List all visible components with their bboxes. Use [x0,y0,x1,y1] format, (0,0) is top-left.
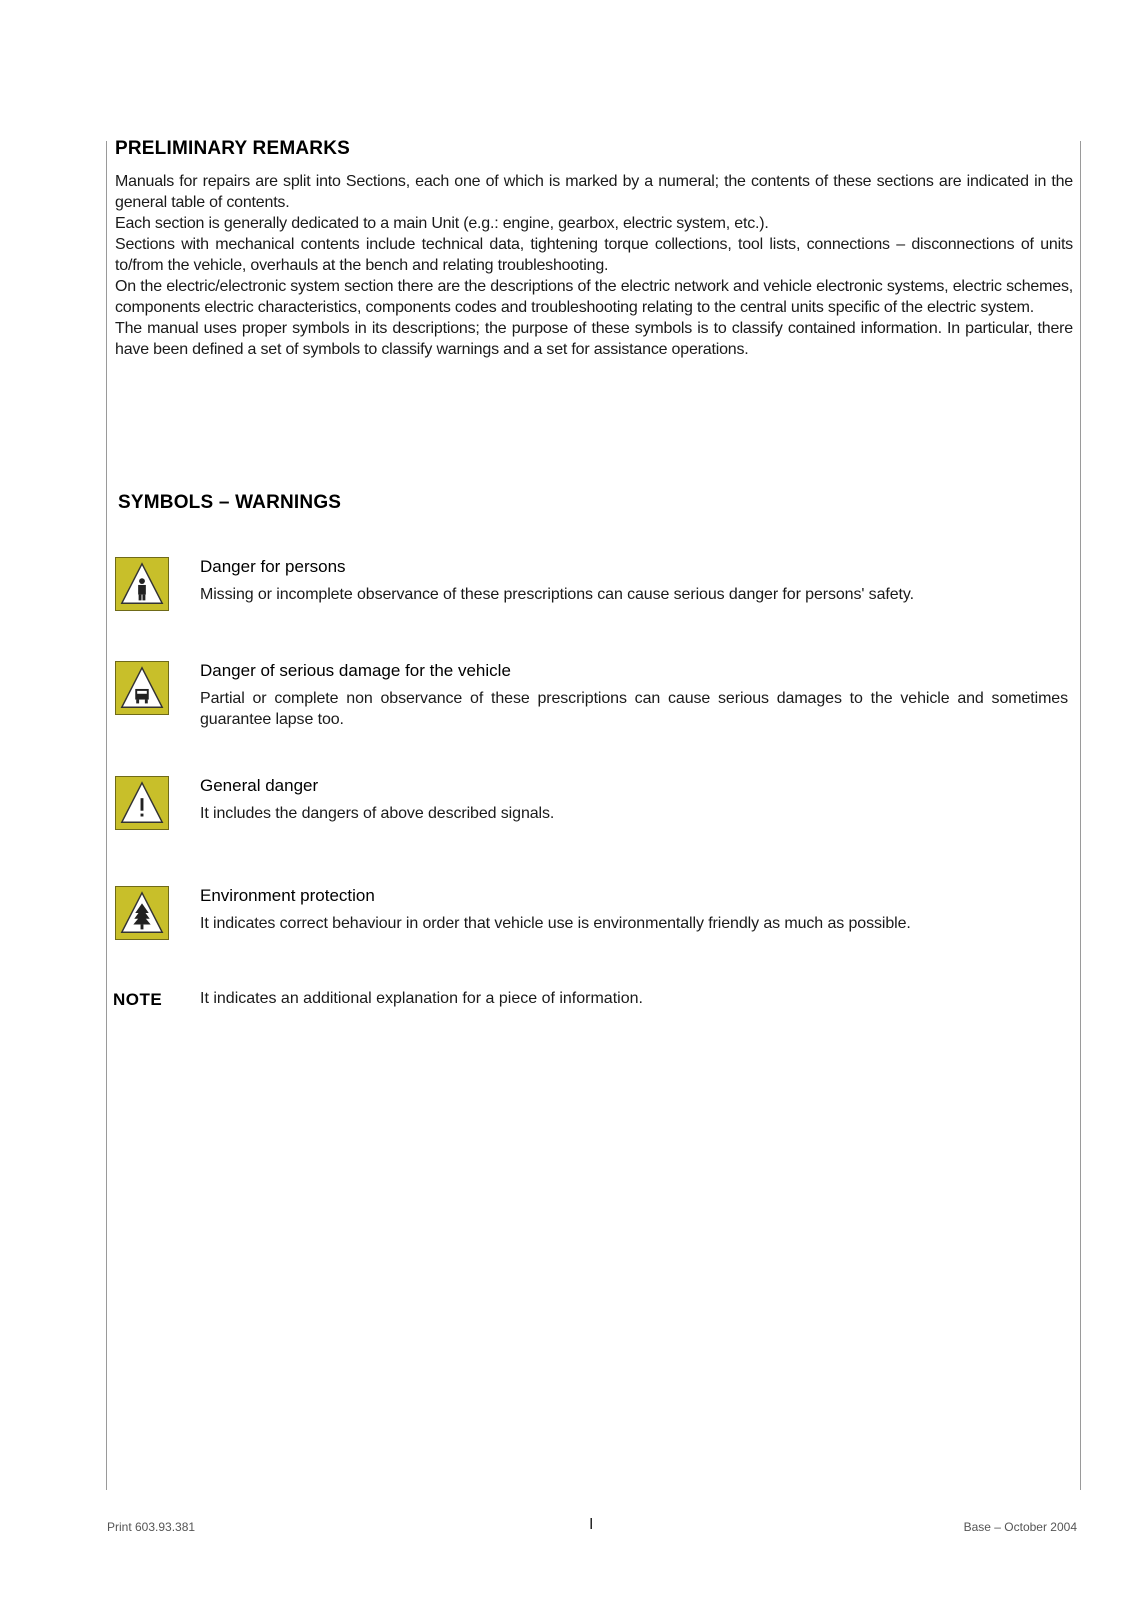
paragraph: The manual uses proper symbols in its descriptions; the purpose of these symbols is to classify contained information. In particular, there have been defined a set of symbols to classify warnings and a set for assistance operations. [115,320,1073,358]
paragraph: Each section is generally dedicated to a main Unit (e.g.: engine, gearbox, electric system, etc.). [115,215,769,232]
note-label: NOTE [113,990,163,1009]
tree-warning-icon [115,886,169,940]
preliminary-remarks-body [115,171,1073,360]
symbol-title: Danger of serious damage for the vehicle [200,661,511,680]
symbol-description: It indicates correct behaviour in order that vehicle use is environmentally friendly as much as possible. [200,915,911,932]
person-warning-icon [115,557,169,611]
symbol-description: It includes the dangers of above described signals. [200,805,555,822]
exclamation-warning-icon [115,776,169,830]
symbol-title: Environment protection [200,886,375,905]
section-title-preliminary-remarks: PRELIMINARY REMARKS [115,138,350,159]
symbol-description: Missing or incomplete observance of these prescriptions can cause serious danger for persons' safety. [200,586,914,603]
footer-edition: Base – October 2004 [963,1520,1077,1534]
paragraph: Manuals for repairs are split into Sections, each one of which is marked by a numeral; the contents of these sections are indicated in the general table of contents. [115,173,1073,211]
footer-print-code: Print 603.93.381 [107,1520,196,1534]
paragraph: Sections with mechanical contents include technical data, tightening torque collections, tool lists, connections – disconnections of units to/from the vehicle, overhauls at the bench and relating troubleshooting. [115,236,1073,274]
left-margin-rule [106,141,107,1490]
vehicle-warning-icon [115,661,169,715]
symbol-title: General danger [200,776,319,795]
paragraph: On the electric/electronic system section there are the descriptions of the electric network and vehicle electronic systems, electric schemes, components electric characteristics, components codes and troubleshooting relating to the central units specific of the electric system. [115,278,1073,316]
symbol-title: Danger for persons [200,557,346,576]
section-title-symbols-warnings: SYMBOLS – WARNINGS [118,492,342,513]
symbol-description: Partial or complete non observance of these prescriptions can cause serious damages to the vehicle and sometimes guarantee lapse too. [200,690,1068,728]
right-margin-rule [1080,141,1081,1490]
footer-page-number: I [589,1516,594,1533]
note-description: It indicates an additional explanation for a piece of information. [200,990,643,1007]
